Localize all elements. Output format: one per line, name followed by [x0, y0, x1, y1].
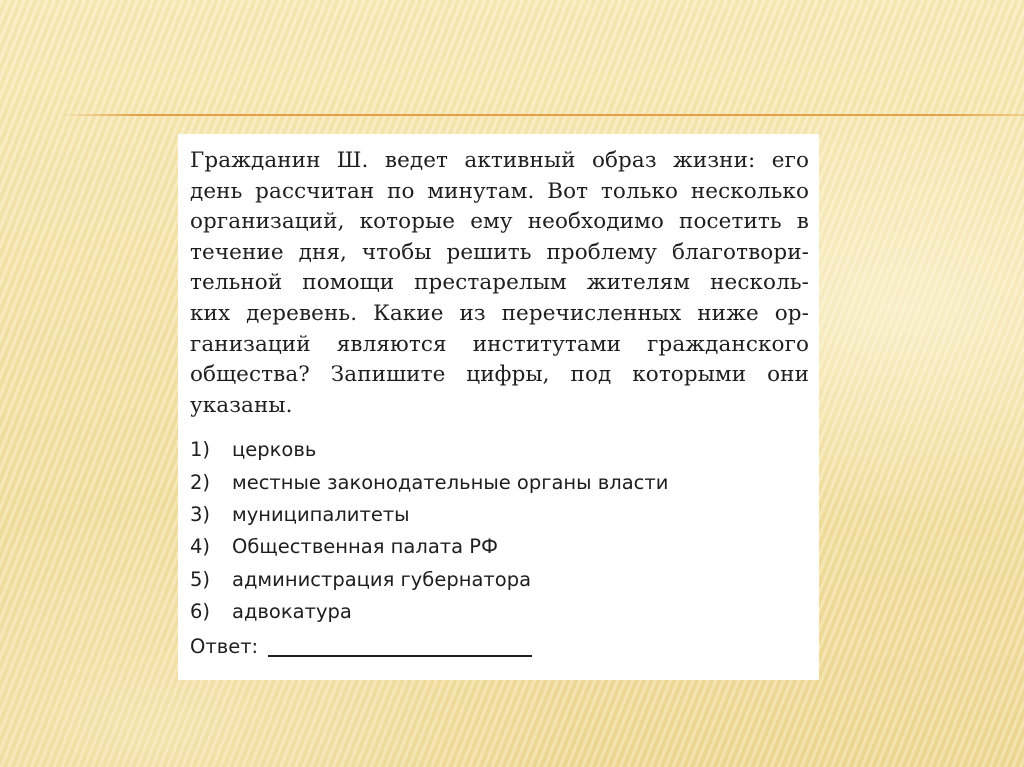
question-line: день рассчитан по минутам. Вот только несколько [190, 178, 809, 204]
header-divider-line [60, 114, 1024, 116]
option-item [190, 434, 809, 466]
option-text: Общественная палата РФ [232, 535, 498, 559]
answer-label: Ответ: [190, 635, 259, 659]
option-item [190, 467, 809, 499]
answer-row [190, 631, 809, 663]
question-line: тельной помощи престарелым жителям несколь- [190, 270, 809, 296]
option-text: муниципалитеты [232, 502, 410, 526]
question-text [190, 146, 809, 421]
question-line: ганизаций являются институтами гражданского [190, 331, 809, 357]
option-item [190, 596, 809, 628]
answer-options-list [190, 434, 809, 628]
option-text: церковь [232, 438, 317, 462]
question-line: организаций, которые ему необходимо посетить в [190, 209, 809, 235]
option-number: 6) [190, 599, 211, 623]
question-line: указаны. [190, 392, 293, 418]
answer-blank-line [268, 655, 532, 657]
option-number: 5) [190, 567, 211, 591]
question-line: Гражданин Ш. ведет активный образ жизни: его [190, 148, 809, 173]
option-item [190, 499, 809, 531]
question-card [178, 134, 819, 680]
option-text: местные законодательные органы власти [232, 470, 669, 494]
option-number: 1) [190, 438, 211, 462]
question-line: ких деревень. Какие из перечисленных ниже ор- [190, 300, 809, 326]
option-number: 3) [190, 502, 211, 526]
option-number: 2) [190, 470, 211, 494]
option-item [190, 564, 809, 596]
option-text: администрация губернатора [232, 567, 532, 591]
question-line: течение дня, чтобы решить проблему благотвори- [190, 239, 809, 265]
option-text: адвокатура [232, 599, 352, 623]
option-item [190, 531, 809, 563]
option-number: 4) [190, 535, 211, 559]
question-line: общества? Запишите цифры, под которыми они [190, 362, 809, 388]
